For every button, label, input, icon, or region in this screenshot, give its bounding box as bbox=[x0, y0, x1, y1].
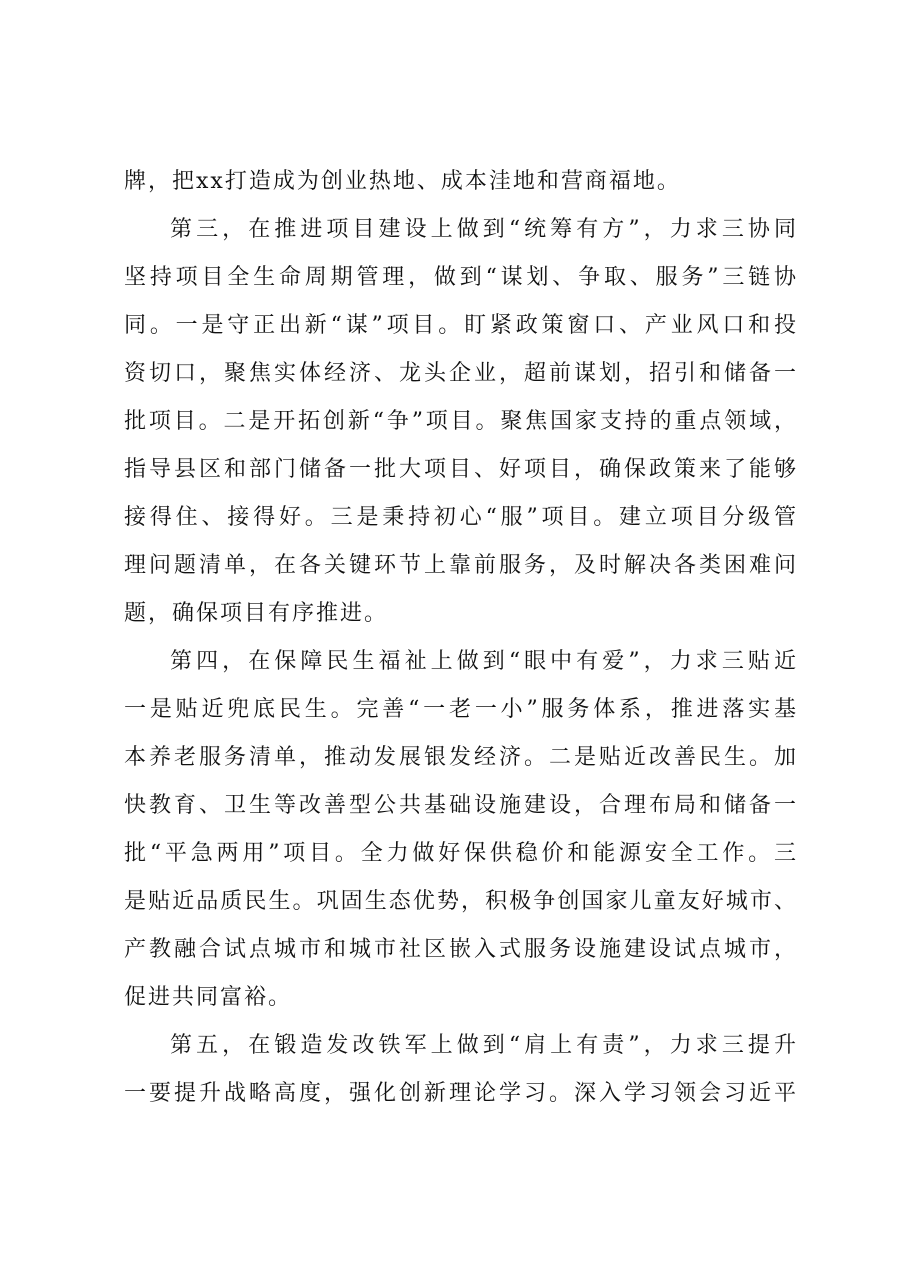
text-line: 第三，在推进项目建设上做到“统筹有方”，力求三协同 bbox=[170, 217, 798, 242]
text-line: 批项目。二是开拓创新“争”项目。聚焦国家支持的重点领域， bbox=[124, 409, 798, 434]
text-line: 第五，在锻造发改铁军上做到“肩上有责”，力求三提升 bbox=[170, 1033, 798, 1058]
text-line: 一是贴近兜底民生。完善“一老一小”服务体系，推进落实基 bbox=[124, 697, 798, 722]
text-line: 牌，把xx打造成为创业热地、成本洼地和营商福地。 bbox=[124, 169, 681, 194]
document-body bbox=[124, 158, 798, 1118]
text-line: 第四，在保障民生福祉上做到“眼中有爱”，力求三贴近 bbox=[170, 649, 798, 674]
text-line: 同。一是守正出新“谋”项目。盯紧政策窗口、产业风口和投 bbox=[124, 313, 798, 338]
text-line: 题，确保项目有序推进。 bbox=[124, 601, 389, 626]
text-line: 接得住、接得好。三是秉持初心“服”项目。建立项目分级管 bbox=[124, 505, 798, 530]
text-line: 资切口，聚焦实体经济、龙头企业，超前谋划，招引和储备一 bbox=[124, 361, 798, 386]
text-line: 促进共同富裕。 bbox=[124, 985, 293, 1010]
text-line: 指导县区和部门储备一批大项目、好项目，确保政策来了能够 bbox=[124, 457, 798, 482]
text-line: 理问题清单，在各关键环节上靠前服务，及时解决各类困难问 bbox=[124, 553, 798, 578]
text-line: 一要提升战略高度，强化创新理论学习。深入学习领会习近平 bbox=[124, 1081, 798, 1106]
text-line: 是贴近品质民生。巩固生态优势，积极争创国家儿童友好城市、 bbox=[124, 889, 798, 914]
text-line: 产教融合试点城市和城市社区嵌入式服务设施建设试点城市， bbox=[124, 937, 798, 962]
text-line: 坚持项目全生命周期管理，做到“谋划、争取、服务”三链协 bbox=[124, 265, 798, 290]
text-line: 批“平急两用”项目。全力做好保供稳价和能源安全工作。三 bbox=[124, 841, 798, 866]
text-line: 快教育、卫生等改善型公共基础设施建设，合理布局和储备一 bbox=[124, 793, 798, 818]
text-line: 本养老服务清单，推动发展银发经济。二是贴近改善民生。加 bbox=[124, 745, 798, 770]
